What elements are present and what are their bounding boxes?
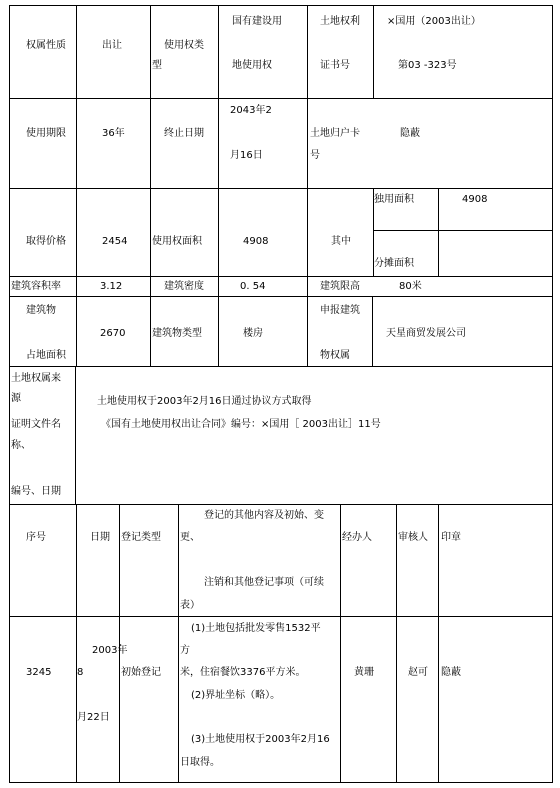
col-header-content: 登记的其他内容及初始、变	[204, 510, 324, 521]
label-building-type: 建筑物类型	[152, 328, 202, 339]
value-end-date-cont: 月16日	[230, 150, 263, 161]
label-floor-area-ratio: 建筑容积率	[11, 281, 61, 292]
value-acquisition-price: 2454	[102, 236, 128, 247]
entry-content-2: (2)界址坐标（略）。	[191, 690, 281, 701]
label-use-right-type: 使用权类	[164, 40, 204, 51]
label-shared-area: 分摊面积	[374, 258, 414, 269]
entry-content-1-2: 方	[180, 645, 190, 656]
value-use-right-type: 国有建设用	[232, 16, 282, 27]
entry-reg-type: 初始登记	[121, 667, 161, 678]
value-household-card: 隐蔽	[400, 128, 420, 139]
value-use-right-type-cont: 地使用权	[232, 60, 272, 71]
label-source-documents-2: 源	[11, 393, 21, 404]
value-use-right-area: 4908	[243, 236, 269, 247]
label-certificate-no-cont: 证书号	[320, 60, 350, 71]
col-header-date: 日期	[90, 532, 110, 543]
label-use-term: 使用期限	[26, 128, 66, 139]
value-floor-area-ratio: 3.12	[100, 281, 123, 292]
entry-date-3: 月22日	[77, 712, 110, 723]
label-declared-ownership: 申报建筑	[320, 305, 360, 316]
label-declared-ownership-cont: 物权属	[320, 350, 350, 361]
label-source-documents-3: 证明文件名	[11, 419, 61, 430]
label-use-right-type-cont: 型	[152, 60, 162, 71]
col-header-handler: 经办人	[342, 532, 372, 543]
entry-seq: 3245	[26, 667, 52, 678]
entry-handler: 黄珊	[354, 667, 374, 678]
label-source-documents: 土地权属来	[11, 373, 61, 384]
col-header-reg-type: 登记类型	[121, 532, 161, 543]
value-use-term: 36年	[102, 128, 125, 139]
source-contract-text: 《国有土地使用权出让合同》编号：×国用［ 2003出让］11号	[101, 419, 381, 430]
value-exclusive-area: 4908	[462, 194, 488, 205]
entry-content-3: (3)土地使用权于2003年2月16	[191, 734, 330, 745]
col-header-seal: 印章	[441, 532, 461, 543]
col-header-reviewer: 审核人	[398, 532, 428, 543]
entry-content-3-2: 日取得。	[180, 757, 220, 768]
value-building-footprint: 2670	[100, 328, 126, 339]
value-declared-ownership: 天星商贸发展公司	[386, 328, 466, 339]
entry-seal: 隐蔽	[441, 667, 461, 678]
label-of-which: 其中	[331, 236, 351, 247]
value-certificate-no: ×国用（2003出让）	[387, 16, 481, 27]
label-exclusive-area: 独用面积	[374, 194, 414, 205]
label-end-date: 终止日期	[164, 128, 204, 139]
col-header-content-3: 注销和其他登记事项（可续	[204, 577, 324, 588]
col-header-content-2: 更、	[180, 532, 200, 543]
value-building-type: 楼房	[243, 328, 263, 339]
entry-content-1: (1)土地包括批发零售1532平	[191, 623, 321, 634]
label-source-documents-4: 称、	[11, 440, 31, 451]
label-household-card-cont: 号	[310, 150, 320, 161]
label-height-limit: 建筑限高	[320, 281, 360, 292]
col-header-seq: 序号	[26, 532, 46, 543]
label-ownership-nature: 权属性质	[26, 40, 66, 51]
label-acquisition-price: 取得价格	[26, 236, 66, 247]
entry-reviewer: 赵可	[408, 667, 428, 678]
entry-date-2: 8	[77, 667, 84, 678]
label-source-documents-5: 编号、日期	[11, 486, 61, 497]
entry-date: 2003年	[92, 645, 128, 656]
label-building-footprint-cont: 占地面积	[26, 350, 66, 361]
value-certificate-no-cont: 第03 -323号	[398, 60, 457, 71]
label-use-right-area: 使用权面积	[152, 236, 202, 247]
label-household-card: 土地归户卡	[310, 128, 360, 139]
col-header-content-4: 表）	[180, 600, 200, 611]
source-acquisition-text: 土地使用权于2003年2月16日通过协议方式取得	[97, 396, 312, 407]
label-building-footprint: 建筑物	[26, 305, 56, 316]
value-building-density: 0. 54	[240, 281, 266, 292]
value-height-limit: 80米	[399, 281, 422, 292]
value-ownership-nature: 出让	[102, 40, 122, 51]
value-end-date: 2043年2	[230, 105, 272, 116]
entry-content-1-3: 米，住宿餐饮3376平方米。	[180, 667, 306, 678]
label-building-density: 建筑密度	[164, 281, 204, 292]
label-certificate-no: 土地权利	[320, 16, 360, 27]
